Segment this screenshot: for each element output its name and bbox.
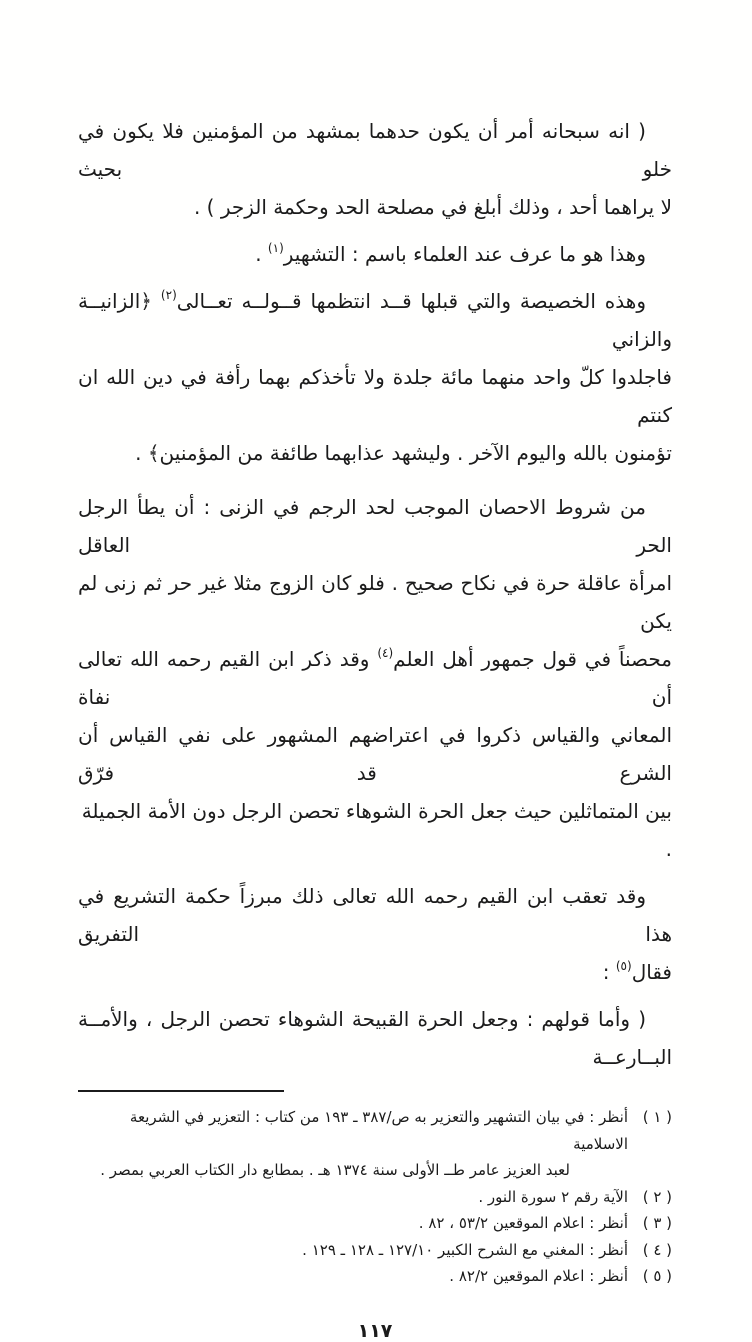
text-line: فاجلدوا كلّ واحد منهما مائة جلدة ولا تأخذكم بهما رأفة في دين الله ان كنتم <box>78 365 672 427</box>
footnote-marker: ( ٥ ) <box>642 1267 672 1285</box>
paragraph-tashheer-term <box>78 235 672 273</box>
footnote-item <box>78 1104 672 1184</box>
text-segment: وقد ذكر ابن القيم رحمه الله تعالى أن نفاة <box>78 647 672 709</box>
text-line: بين المتماثلين حيث جعل الحرة الشوهاء تحصن الرجل دون الأمة الجميلة . <box>81 799 672 861</box>
text-line: من شروط الاحصان الموجب لحد الرجم في الزنى : أن يطأ الرجل الحر العاقل <box>78 495 672 557</box>
text-segment: فقال <box>631 960 672 984</box>
text-line: لا يراهما أحد ، وذلك أبلغ في مصلحة الحد وحكمة الزجر ) . <box>193 195 672 219</box>
text-line: تؤمنون بالله واليوم الآخر . وليشهد عذابهما طائفة من المؤمنين﴾ . <box>135 441 672 465</box>
footnote-line: أنظر : في بيان التشهير والتعزير به ص/٣٨٧ ـ ١٩٣ من كتاب : التعزير في الشريعة الاسلامية <box>129 1108 628 1153</box>
text-line <box>78 235 672 273</box>
footnote-marker: ( ١ ) <box>642 1108 672 1126</box>
page-number: ١١٧ <box>357 1319 393 1342</box>
footnote-item <box>78 1263 672 1290</box>
footnote-ref-1: (١) <box>267 241 284 255</box>
paragraph-ibn-qayyim <box>78 877 672 991</box>
paragraph-ihsan-conditions <box>78 488 672 868</box>
text-line <box>78 953 672 991</box>
footnote-list <box>78 1104 672 1290</box>
paragraph-verse <box>78 282 672 472</box>
footnote-item <box>78 1210 672 1237</box>
text-segment: وهذا هو ما عرف عند العلماء باسم : التشهير <box>283 242 646 266</box>
text-segment: : <box>602 960 616 984</box>
footnote-marker: ( ٢ ) <box>642 1187 672 1206</box>
text-segment: وهذه الخصيصة والتي قبلها قــد انتظمها قــولــه تعــالى <box>176 289 646 313</box>
paragraph-quote-start <box>78 1000 672 1076</box>
text-line: المعاني والقياس ذكروا في اعتراضهم المشهور على نفي القياس أن الشرع قد فرّق <box>78 723 672 785</box>
footnote-item <box>78 1237 672 1264</box>
text-line <box>78 282 672 358</box>
footnote-text: الآية رقم ٢ سورة النور . <box>478 1187 628 1206</box>
footnote-ref-2: (٢) <box>160 288 177 302</box>
text-line: امرأة عاقلة حرة في نكاح صحيح . فلو كان الزوج مثلا غير حر ثم زنى لم يكن <box>78 571 672 633</box>
footnote-text: أنظر : اعلام الموقعين ٥٣/٢ ، ٨٢ . <box>418 1214 628 1232</box>
text-line: ( انه سبحانه أمر أن يكون حدهما بمشهد من المؤمنين فلا يكون في خلو بحيث <box>78 119 672 181</box>
text-block <box>78 112 672 1342</box>
footnote-text <box>78 1104 628 1184</box>
footnote-ref-4: (٤) <box>377 646 394 660</box>
text-line <box>78 640 672 716</box>
footnote-line: لعبد العزيز عامر طــ الأولى سنة ١٣٧٤ هـ . بمطابع دار الكتاب العربي بمصر . <box>100 1161 570 1179</box>
footnote-text: أنظر : المغني مع الشرح الكبير ١٢٧/١٠ ـ ١٢٨ ـ ١٢٩ . <box>302 1240 628 1259</box>
text-segment: . <box>255 242 268 266</box>
footnote-ref-5: (٥) <box>615 959 632 973</box>
text-line: وقد تعقب ابن القيم رحمه الله تعالى ذلك مبرزاً حكمة التشريع في هذا التفريق <box>78 884 672 946</box>
text-line: ( وأما قولهم : وجعل الحرة القبيحة الشوهاء تحصن الرجل ، والأمــة البــارعــة <box>78 1007 672 1069</box>
footnote-separator <box>78 1090 284 1092</box>
paragraph-quote-tashheer <box>78 112 672 226</box>
footnote-text: أنظر : اعلام الموقعين ٨٢/٢ . <box>449 1267 628 1285</box>
quran-verse-opening: ﴿الزانيــة والزاني <box>78 289 672 351</box>
text-segment: محصناً في قول جمهور أهل العلم <box>393 647 673 671</box>
footnote-marker: ( ٣ ) <box>642 1214 672 1232</box>
footnote-marker: ( ٤ ) <box>642 1240 672 1259</box>
footnote-item <box>78 1184 672 1211</box>
